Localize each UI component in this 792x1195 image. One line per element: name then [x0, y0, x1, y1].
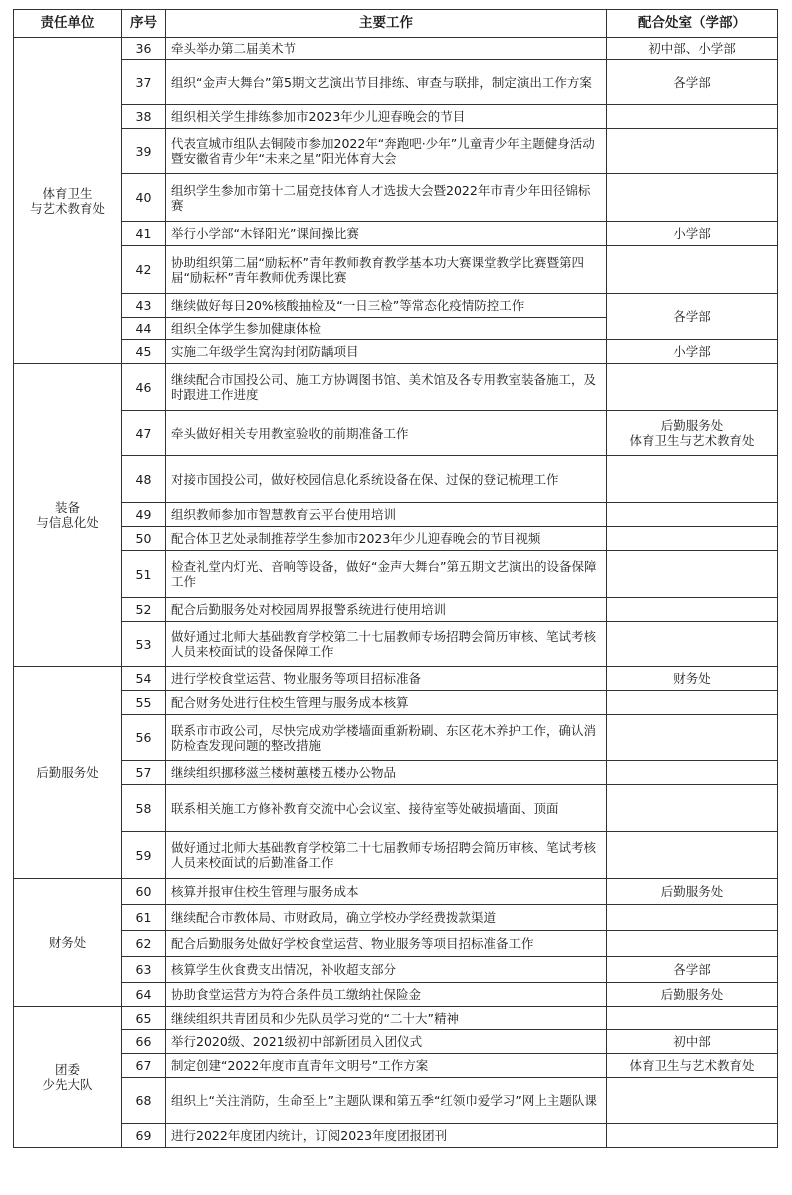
table-row	[14, 983, 778, 1007]
row-number: 63	[122, 957, 166, 983]
main-work-text: 举行2020级、2021级初中部新团员入团仪式	[166, 1030, 607, 1054]
row-number: 61	[122, 905, 166, 931]
header-main-work: 主要工作	[166, 10, 607, 38]
main-work-text: 继续做好每日20%核酸抽检及“一日三检”等常态化疫情防控工作	[166, 294, 607, 318]
cooperating-dept-cell	[607, 174, 778, 222]
main-work-text: 组织教师参加市智慧教育云平台使用培训	[166, 503, 607, 527]
cooperating-dept-cell	[607, 1054, 778, 1078]
row-number: 48	[122, 456, 166, 503]
cooperating-dept-cell	[607, 129, 778, 174]
main-work-text: 组织上“关注消防，生命至上”主题队课和第五季“红领巾爱学习”网上主题队课	[166, 1078, 607, 1124]
cooperating-dept-cell	[607, 832, 778, 879]
table-row	[14, 598, 778, 622]
row-number: 53	[122, 622, 166, 667]
cooperating-dept-cell	[607, 691, 778, 715]
table-row	[14, 246, 778, 294]
cooperating-dept-cell	[607, 905, 778, 931]
cooperating-dept-text: 财务处	[673, 671, 711, 686]
main-work-text: 牵头做好相关专用教室验收的前期准备工作	[166, 411, 607, 456]
header-row	[14, 10, 778, 38]
main-work-text: 核算并报审住校生管理与服务成本	[166, 879, 607, 905]
table-row	[14, 931, 778, 957]
cooperating-dept-cell	[607, 411, 778, 456]
row-number: 38	[122, 105, 166, 129]
table-row	[14, 715, 778, 761]
table-row	[14, 456, 778, 503]
row-number: 49	[122, 503, 166, 527]
cooperating-dept-cell	[607, 715, 778, 761]
responsible-unit-text: 装备	[54, 500, 80, 515]
row-number: 44	[122, 318, 166, 340]
cooperating-dept-cell	[607, 1030, 778, 1054]
row-number: 58	[122, 785, 166, 832]
cooperating-dept-cell	[607, 60, 778, 105]
table-row	[14, 785, 778, 832]
row-number: 52	[122, 598, 166, 622]
table-row	[14, 60, 778, 105]
cooperating-dept-cell	[607, 667, 778, 691]
main-work-text: 进行2022年度团内统计，订阅2023年度团报团刊	[166, 1124, 607, 1148]
cooperating-dept-text: 小学部	[673, 344, 711, 359]
main-work-text: 代表宣城市组队去铜陵市参加2022年“奔跑吧·少年”儿童青少年主题健身活动暨安徽省青少年“未来之星”阳光体育大会	[166, 129, 607, 174]
cooperating-dept-cell	[607, 879, 778, 905]
main-work-text: 组织相关学生排练参加市2023年少儿迎春晚会的节目	[166, 105, 607, 129]
table-row	[14, 129, 778, 174]
main-work-text: 组织“金声大舞台”第5期文艺演出节目排练、审查与联排，制定演出工作方案	[166, 60, 607, 105]
table-row	[14, 340, 778, 364]
responsible-unit-text: 团委	[54, 1062, 80, 1077]
cooperating-dept-cell	[607, 503, 778, 527]
responsible-unit-cell	[14, 667, 122, 879]
main-work-text: 配合体卫艺处录制推荐学生参加市2023年少儿迎春晚会的节目视频	[166, 527, 607, 551]
row-number: 60	[122, 879, 166, 905]
table-row	[14, 957, 778, 983]
table-row	[14, 761, 778, 785]
table-row	[14, 1007, 778, 1030]
cooperating-dept-cell	[607, 622, 778, 667]
row-number: 64	[122, 983, 166, 1007]
main-work-text: 继续配合市教体局、市财政局，确立学校办学经费拨款渠道	[166, 905, 607, 931]
row-number: 42	[122, 246, 166, 294]
table-row	[14, 222, 778, 246]
cooperating-dept-text: 小学部	[673, 226, 711, 241]
responsible-unit-text: 财务处	[48, 935, 87, 950]
row-number: 45	[122, 340, 166, 364]
header-number: 序号	[122, 10, 166, 38]
responsible-unit-cell	[14, 38, 122, 364]
main-work-text: 配合后勤服务处对校园周界报警系统进行使用培训	[166, 598, 607, 622]
row-number: 40	[122, 174, 166, 222]
cooperating-dept-text: 后勤服务处	[660, 418, 724, 433]
main-work-text: 协助组织第二届“励耘杯”青年教师教育教学基本功大赛课堂教学比赛暨第四届“励耘杯”青年教师优秀课比赛	[166, 246, 607, 294]
cooperating-dept-text: 初中部、小学部	[648, 41, 736, 56]
responsible-unit-cell	[14, 1007, 122, 1148]
row-number: 39	[122, 129, 166, 174]
cooperating-dept-cell	[607, 105, 778, 129]
cooperating-dept-text: 体育卫生与艺术教育处	[629, 433, 755, 448]
cooperating-dept-cell	[607, 785, 778, 832]
cooperating-dept-cell	[607, 1007, 778, 1030]
main-work-text: 配合后勤服务处做好学校食堂运营、物业服务等项目招标准备工作	[166, 931, 607, 957]
table-row	[14, 1054, 778, 1078]
responsible-unit-cell	[14, 364, 122, 667]
table-row	[14, 174, 778, 222]
main-work-text: 核算学生伙食费支出情况，补收超支部分	[166, 957, 607, 983]
table-row	[14, 832, 778, 879]
cooperating-dept-cell	[607, 1124, 778, 1148]
cooperating-dept-cell	[607, 983, 778, 1007]
row-number: 50	[122, 527, 166, 551]
cooperating-dept-cell	[607, 957, 778, 983]
table-row	[14, 905, 778, 931]
row-number: 69	[122, 1124, 166, 1148]
table-row	[14, 294, 778, 318]
cooperating-dept-text: 后勤服务处	[660, 884, 724, 899]
row-number: 51	[122, 551, 166, 598]
row-number: 37	[122, 60, 166, 105]
cooperating-dept-cell	[607, 551, 778, 598]
cooperating-dept-text: 各学部	[673, 309, 711, 324]
table-row	[14, 411, 778, 456]
main-work-text: 配合财务处进行住校生管理与服务成本核算	[166, 691, 607, 715]
table-row	[14, 1078, 778, 1124]
row-number: 43	[122, 294, 166, 318]
cooperating-dept-cell	[607, 222, 778, 246]
cooperating-dept-cell	[607, 761, 778, 785]
main-work-text: 继续组织共青团员和少先队员学习党的“二十大”精神	[166, 1007, 607, 1030]
row-number: 55	[122, 691, 166, 715]
row-number: 62	[122, 931, 166, 957]
main-work-text: 做好通过北师大基础教育学校第二十七届教师专场招聘会简历审核、笔试考核人员来校面试的后勤准备工作	[166, 832, 607, 879]
row-number: 65	[122, 1007, 166, 1030]
main-work-text: 联系相关施工方修补教育交流中心会议室、接待室等处破损墙面、顶面	[166, 785, 607, 832]
table-row	[14, 691, 778, 715]
table-row	[14, 551, 778, 598]
cooperating-dept-cell	[607, 1078, 778, 1124]
table-row	[14, 527, 778, 551]
cooperating-dept-cell	[607, 364, 778, 411]
main-work-text: 进行学校食堂运营、物业服务等项目招标准备	[166, 667, 607, 691]
main-work-text: 组织学生参加市第十二届竞技体育人才选拔大会暨2022年市青少年田径锦标赛	[166, 174, 607, 222]
row-number: 41	[122, 222, 166, 246]
main-work-text: 举行小学部“木铎阳光”课间操比赛	[166, 222, 607, 246]
table-body	[14, 38, 778, 1148]
main-work-text: 实施二年级学生窝沟封闭防龋项目	[166, 340, 607, 364]
cooperating-dept-text: 体育卫生与艺术教育处	[629, 1058, 755, 1073]
cooperating-dept-cell	[607, 931, 778, 957]
responsible-unit-text: 与艺术教育处	[29, 200, 105, 216]
main-work-text: 协助食堂运营方为符合条件员工缴纳社保险金	[166, 983, 607, 1007]
responsible-unit-text: 与信息化处	[36, 515, 99, 530]
header-unit: 责任单位	[14, 10, 122, 38]
table-row	[14, 503, 778, 527]
row-number: 66	[122, 1030, 166, 1054]
cooperating-dept-text: 各学部	[673, 962, 711, 977]
main-work-text: 联系市市政公司，尽快完成劝学楼墙面重新粉刷、东区花木养护工作，确认消防检查发现问题的整改措施	[166, 715, 607, 761]
work-plan-table	[13, 9, 778, 1148]
main-work-text: 对接市国投公司，做好校园信息化系统设备在保、过保的登记梳理工作	[166, 456, 607, 503]
table-row	[14, 622, 778, 667]
cooperating-dept-text: 各学部	[673, 74, 711, 90]
cooperating-dept-cell	[607, 246, 778, 294]
row-number: 36	[122, 38, 166, 60]
row-number: 54	[122, 667, 166, 691]
responsible-unit-text: 后勤服务处	[36, 765, 99, 780]
cooperating-dept-cell	[607, 456, 778, 503]
cooperating-dept-text: 初中部	[673, 1034, 711, 1049]
table-row	[14, 1124, 778, 1148]
row-number: 57	[122, 761, 166, 785]
table-row	[14, 1030, 778, 1054]
row-number: 56	[122, 715, 166, 761]
cooperating-dept-cell	[607, 294, 778, 340]
row-number: 68	[122, 1078, 166, 1124]
main-work-text: 继续配合市国投公司、施工方协调图书馆、美术馆及各专用教室装备施工，及时跟进工作进度	[166, 364, 607, 411]
table-row	[14, 38, 778, 60]
main-work-text: 制定创建“2022年度市直青年文明号”工作方案	[166, 1054, 607, 1078]
table-row	[14, 667, 778, 691]
row-number: 67	[122, 1054, 166, 1078]
cooperating-dept-cell	[607, 527, 778, 551]
cooperating-dept-cell	[607, 340, 778, 364]
row-number: 59	[122, 832, 166, 879]
responsible-unit-text: 体育卫生	[42, 185, 93, 201]
main-work-text: 牵头举办第二届美术节	[166, 38, 607, 60]
table-row	[14, 105, 778, 129]
responsible-unit-text: 少先大队	[42, 1077, 93, 1092]
responsible-unit-cell	[14, 879, 122, 1007]
cooperating-dept-cell	[607, 38, 778, 60]
main-work-text: 检查礼堂内灯光、音响等设备，做好“金声大舞台”第五期文艺演出的设备保障工作	[166, 551, 607, 598]
main-work-text: 继续组织挪移滋兰楼树蕙楼五楼办公物品	[166, 761, 607, 785]
header-cooperating-dept: 配合处室（学部）	[607, 10, 778, 38]
cooperating-dept-text: 后勤服务处	[660, 987, 724, 1002]
row-number: 47	[122, 411, 166, 456]
table-row	[14, 364, 778, 411]
row-number: 46	[122, 364, 166, 411]
main-work-text: 组织全体学生参加健康体检	[166, 318, 607, 340]
table-row	[14, 879, 778, 905]
main-work-text: 做好通过北师大基础教育学校第二十七届教师专场招聘会简历审核、笔试考核人员来校面试的设备保障工作	[166, 622, 607, 667]
cooperating-dept-cell	[607, 598, 778, 622]
